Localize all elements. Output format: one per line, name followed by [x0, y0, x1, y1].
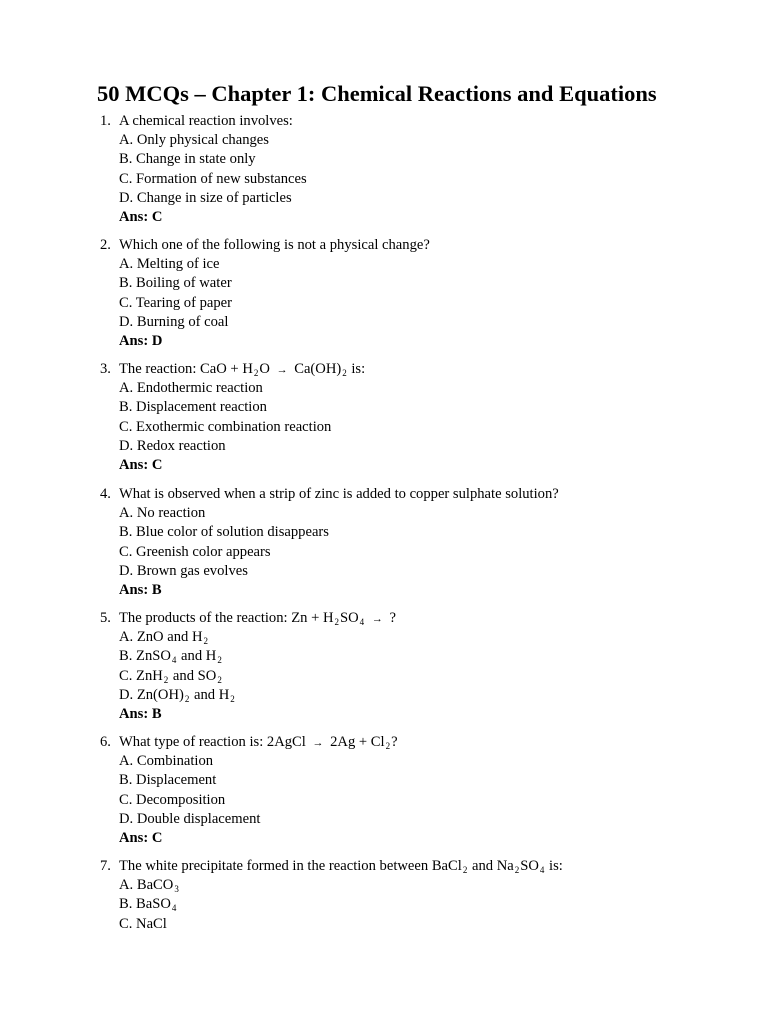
question-text: Which one of the following is not a physical change?	[119, 237, 430, 253]
text-part: and SO	[169, 667, 217, 684]
option-a: A. Melting of ice	[119, 256, 220, 273]
subscript: 4	[359, 617, 365, 627]
question-text	[119, 361, 365, 377]
text-part: D. Zn(OH)	[119, 686, 184, 703]
option-c	[100, 915, 720, 934]
option-d: D. Double displacement	[119, 810, 261, 827]
subscript: 2	[334, 617, 340, 627]
text-part: A. BaCO	[119, 877, 174, 894]
text-part: ?	[385, 610, 396, 626]
subscript: 2	[385, 741, 391, 751]
option-d: D. Brown gas evolves	[119, 562, 248, 579]
subscript: 2	[253, 368, 259, 378]
text-part: is:	[545, 858, 563, 874]
question-3	[100, 360, 720, 475]
option-c: C. Exothermic combination reaction	[119, 418, 332, 435]
question-stem	[100, 236, 720, 255]
subscript: 2	[184, 693, 190, 704]
text-part: 2Ag + Cl	[326, 734, 385, 750]
text-part: O	[259, 361, 274, 377]
question-number: 3.	[100, 361, 111, 377]
option-d: D. Change in size of particles	[119, 189, 292, 206]
option-b	[100, 647, 720, 666]
option-c	[100, 667, 720, 686]
option-b: B. Displacement reaction	[119, 399, 267, 416]
option-b: B. Change in state only	[119, 151, 256, 168]
option-d: D. Redox reaction	[119, 437, 226, 454]
question-stem	[100, 609, 720, 628]
subscript: 2	[462, 865, 468, 875]
answer: Ans: C	[119, 829, 163, 846]
subscript: 3	[174, 884, 179, 895]
answer: Ans: B	[119, 581, 162, 598]
question-6	[100, 733, 720, 848]
subscript: 4	[539, 865, 545, 875]
option-b: B. Boiling of water	[119, 275, 232, 292]
text-part: and H	[177, 648, 217, 665]
question-text: What is observed when a strip of zinc is added to copper sulphate solution?	[119, 486, 559, 502]
option-c: C. Tearing of paper	[119, 294, 232, 311]
subscript: 2	[514, 865, 520, 875]
option-d	[100, 686, 720, 705]
question-number: 2.	[100, 237, 111, 253]
option-b	[100, 895, 720, 914]
text-part: What type of reaction is: 2AgCl	[119, 734, 310, 750]
question-text	[119, 734, 398, 750]
subscript: 2	[203, 636, 208, 647]
question-stem	[100, 112, 720, 131]
option-c: C. Formation of new substances	[119, 170, 307, 187]
answer: Ans: D	[119, 332, 163, 349]
text-part: and H	[190, 686, 230, 703]
subscript: 2	[217, 674, 222, 685]
question-number: 6.	[100, 734, 111, 750]
text-part	[365, 610, 369, 626]
subscript: 2	[230, 693, 235, 704]
question-text	[119, 610, 396, 626]
text-part: B. BaSO	[119, 896, 171, 913]
option-a	[100, 628, 720, 647]
question-5	[100, 609, 720, 724]
option-b: B. Blue color of solution disappears	[119, 524, 329, 541]
question-7	[100, 857, 720, 934]
arrow-symbol: →	[371, 613, 383, 625]
option-a: A. No reaction	[119, 505, 206, 522]
option-a: A. Endothermic reaction	[119, 380, 263, 397]
document-title: 50 MCQs – Chapter 1: Chemical Reactions and Equations	[97, 81, 657, 106]
question-stem	[100, 857, 720, 876]
text-part: B. ZnSO	[119, 648, 171, 665]
question-number: 4.	[100, 486, 111, 502]
answer: Ans: C	[119, 208, 163, 225]
question-stem	[100, 733, 720, 752]
answer: Ans: B	[119, 705, 162, 722]
answer: Ans: C	[119, 456, 163, 473]
text-part: is:	[347, 361, 366, 377]
text-part: The products of the reaction: Zn + H	[119, 610, 334, 626]
option-b: B. Displacement	[119, 772, 217, 789]
question-stem	[100, 485, 720, 504]
question-1	[100, 112, 720, 227]
option-a: A. Only physical changes	[119, 132, 269, 149]
text-part: The reaction: CaO + H	[119, 361, 253, 377]
option-a	[100, 876, 720, 895]
question-2	[100, 236, 720, 351]
text-part: ?	[391, 734, 398, 750]
option-a: A. Combination	[119, 753, 214, 770]
text-part: SO	[520, 858, 539, 874]
arrow-symbol: →	[312, 737, 324, 749]
text-part: The white precipitate formed in the reaction between BaCl	[119, 858, 462, 874]
subscript: 4	[171, 903, 177, 914]
question-number: 7.	[100, 858, 111, 874]
text-part: Ca(OH)	[290, 361, 342, 377]
text-part: A. ZnO and H	[119, 629, 203, 646]
question-text	[119, 858, 563, 874]
question-number: 5.	[100, 610, 111, 626]
arrow-symbol: →	[276, 364, 288, 376]
question-text: A chemical reaction involves:	[119, 113, 293, 129]
option-c: C. Decomposition	[119, 791, 226, 808]
subscript: 2	[163, 674, 169, 685]
text-part: C. NaCl	[119, 915, 167, 932]
subscript: 2	[342, 368, 347, 378]
question-4	[100, 485, 720, 600]
option-c: C. Greenish color appears	[119, 543, 271, 560]
text-part: SO	[340, 610, 359, 626]
option-d: D. Burning of coal	[119, 313, 229, 330]
subscript: 4	[171, 655, 177, 666]
text-part: C. ZnH	[119, 667, 163, 684]
subscript: 2	[217, 655, 222, 666]
question-stem	[100, 360, 720, 379]
text-part: and Na	[468, 858, 514, 874]
question-number: 1.	[100, 113, 111, 129]
